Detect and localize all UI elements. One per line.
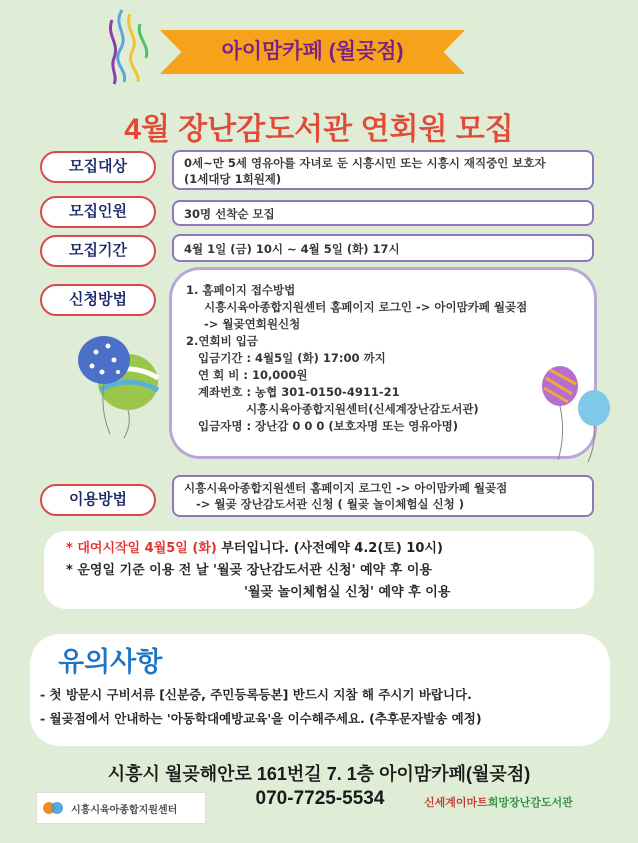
apply-line-1: 1. 홈페이지 접수방법: [186, 283, 296, 297]
apply-line-3: -> 월곶연회원신청: [204, 317, 301, 331]
apply-line-4: 2.연회비 입금: [186, 334, 258, 348]
notice-box: [44, 531, 594, 609]
label-usage: 이용방법: [40, 484, 156, 516]
caution-lines: [40, 683, 620, 731]
target-line-2: (1세대당 1회원제): [184, 172, 282, 186]
label-capacity: 모집인원: [40, 196, 156, 228]
usage-line-2: -> 월곶 장난감도서관 신청 ( 월곶 놀이체험실 신청 ): [196, 497, 465, 511]
apply-line-2: 시흥시육아종합지원센터 홈페이지 로그인 -> 아이맘카페 월곶점: [204, 300, 528, 314]
apply-line-8: 시흥시육아종합지원센터(신세계장난감도서관): [246, 402, 479, 416]
apply-line-9: 입금자명 : 장난감 0 0 0 (보호자명 또는 영유아명): [198, 419, 458, 433]
label-period: 모집기간: [40, 235, 156, 267]
logo-right-part-a: 신세계이마트: [424, 796, 488, 809]
caution-title: 유의사항: [58, 647, 163, 677]
center-logo-icon: [41, 797, 67, 819]
capacity-line: 30명 선착순 모집: [184, 207, 275, 221]
period-line: 4월 1일 (금) 10시 ~ 4월 5일 (화) 17시: [184, 242, 400, 256]
notice-bullet: *: [66, 541, 78, 556]
balloons-right-icon: [538, 364, 614, 464]
logo-right-part-b: 희망장난감도서관: [487, 796, 573, 809]
label-apply: 신청방법: [40, 284, 156, 316]
apply-line-6: 연 회 비 : 10,000원: [198, 368, 308, 382]
notice-line-3: '월곶 놀이체험실 신청' 예약 후 이용: [244, 585, 451, 600]
apply-line-5: 입금기간 : 4월5일 (화) 17:00 까지: [198, 351, 386, 365]
label-target: 모집대상: [40, 151, 156, 183]
footer-phone: 070-7725-5534: [255, 788, 385, 809]
usage-box: [172, 475, 594, 517]
period-box: [172, 234, 594, 262]
target-box: [172, 150, 594, 190]
logo-left-label: 시흥시육아종합지원센터: [71, 804, 178, 816]
caution-line-2: - 월곶점에서 안내하는 '아동학대예방교육'을 이수해주세요. (추후문자발송 예정): [40, 711, 482, 726]
notice-line-1-rest: 부터입니다. (사전예약 4.2(토) 10시): [216, 541, 443, 556]
apply-box: [172, 270, 594, 456]
target-line-1: 0세~만 5세 영유아를 자녀로 둔 시흥시민 또는 시흥시 재직중인 보호자: [184, 156, 546, 170]
logo-toy-library: [424, 794, 573, 810]
capacity-box: [172, 200, 594, 226]
banner-label: 아이맘카페 (월곶점): [221, 40, 404, 63]
logo-childcare-center: [36, 792, 206, 824]
balloons-left-icon: [70, 330, 170, 440]
apply-line-7: 계좌번호 : 농협 301-0150-4911-21: [198, 385, 400, 399]
page-title: 4월 장난감도서관 연회원 모집: [124, 113, 514, 146]
top-banner: [160, 30, 465, 74]
notice-line-2: * 운영일 기준 이용 전 날 '월곶 장난감도서관 신청' 예약 후 이용: [66, 563, 432, 578]
notice-start-date: 대여시작일 4월5일 (화): [77, 541, 217, 556]
usage-line-1: 시흥시육아종합지원센터 홈페이지 로그인 -> 아이맘카페 월곶점: [184, 481, 508, 495]
caution-line-1: - 첫 방문시 구비서류 [신분증, 주민등록등본] 반드시 지참 해 주시기 바랍니다.: [40, 687, 472, 702]
notice-line-1: [66, 538, 572, 560]
footer-address: 시흥시 월곶해안로 161번길 7. 1층 아이맘카페(월곶점): [107, 764, 531, 784]
